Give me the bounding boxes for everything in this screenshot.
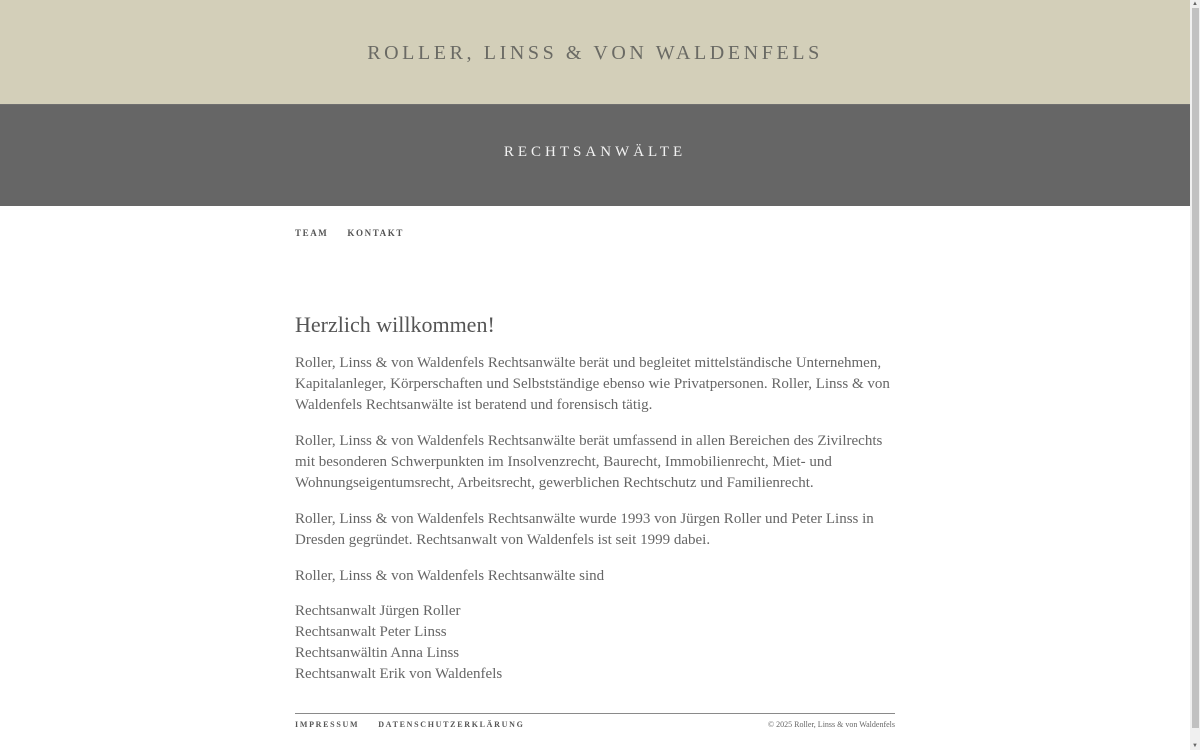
main-nav [295,206,895,248]
footer-link-datenschutz[interactable]: DATENSCHUTZERKLÄRUNG [378,720,525,729]
content-container [295,206,895,729]
site-subtitle: RECHTSANWÄLTE [503,144,687,160]
site-title[interactable]: ROLLER, LINSS & VON WALDENFELS [367,41,823,64]
members-list [295,601,895,685]
footer-links [295,720,525,729]
main-content [295,312,895,685]
nav-item-team[interactable]: TEAM [295,228,329,238]
subtitle-band [0,104,1190,206]
member-item: Rechtsanwalt Peter Linss [295,624,447,640]
nav-item-kontakt[interactable]: KONTAKT [347,228,404,238]
member-item: Rechtsanwältin Anna Linss [295,645,460,661]
vertical-scrollbar[interactable] [1190,0,1200,750]
site-header [0,0,1190,104]
services-paragraph: Roller, Linss & von Waldenfels Rechtsanwälte berät umfassend in allen Bereichen des Zivilrechts mit besonderen Schwerpunkten im Insolvenzrecht, Baurecht, Immobilienrecht, Miet- und Wohnungseigentumsrecht, Arbeitsrecht, gewerblichen Rechtschutz und Familienrecht. [295,433,883,491]
copyright-text: © 2025 Roller, Linss & von Waldenfels [768,720,895,729]
page-heading: Herzlich willkommen! [295,312,495,337]
scroll-up-arrow-icon[interactable]: ▲ [1192,1,1198,7]
site-footer [295,714,895,729]
footer-link-impressum[interactable]: IMPRESSUM [295,720,360,729]
members-intro: Roller, Linss & von Waldenfels Rechtsanwälte sind [295,568,605,584]
member-item: Rechtsanwalt Erik von Waldenfels [295,666,503,682]
member-item: Rechtsanwalt Jürgen Roller [295,603,461,619]
history-paragraph: Roller, Linss & von Waldenfels Rechtsanwälte wurde 1993 von Jürgen Roller und Peter Linss in Dresden gegründet. Rechtsanwalt von Waldenfels ist seit 1999 dabei. [295,511,874,548]
intro-paragraph: Roller, Linss & von Waldenfels Rechtsanwälte berät und begleitet mittelständische Unternehmen, Kapitalanleger, Körperschaften und Selbstständige ebenso wie Privatpersonen. Roller, Linss & von Waldenfels Rechtsanwälte ist beratend und forensisch tätig. [295,355,890,413]
scrollbar-thumb[interactable] [1192,8,1199,728]
scroll-down-arrow-icon[interactable]: ▼ [1192,743,1198,749]
